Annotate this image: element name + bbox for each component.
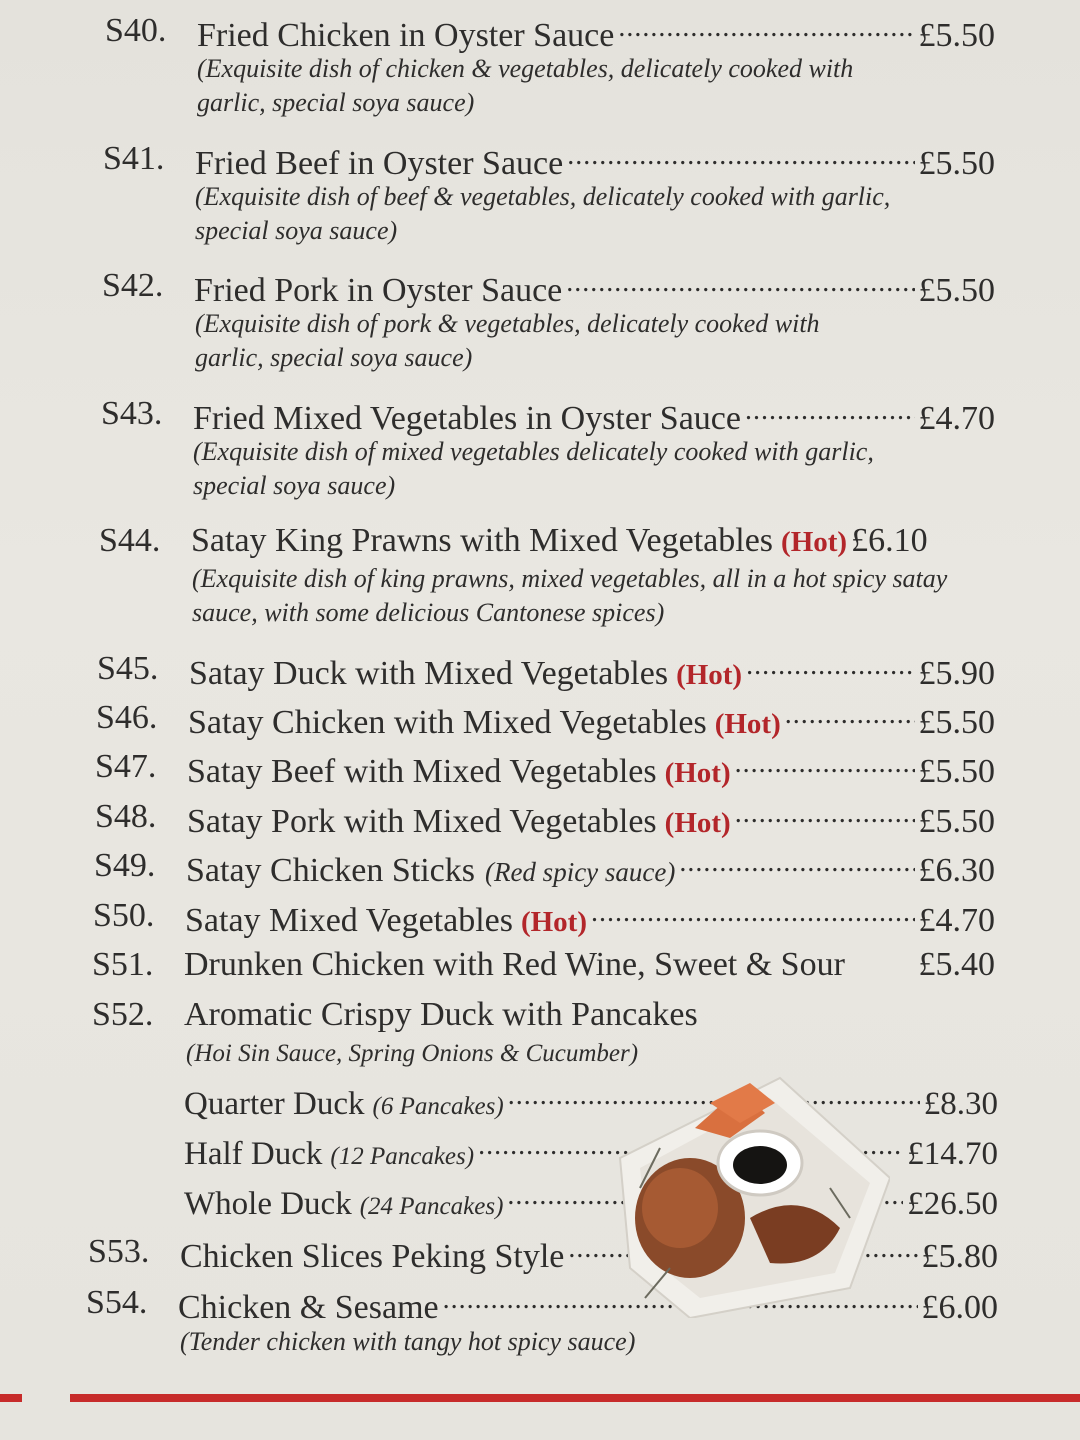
item-price: £5.50 [918, 272, 995, 309]
item-note: (Red spicy sauce) [484, 857, 676, 887]
leader-dots [566, 267, 914, 301]
item-description: (Hoi Sin Sauce, Spring Onions & Cucumber) [186, 1040, 639, 1067]
item-price: £5.80 [921, 1238, 998, 1275]
item-name: Aromatic Crispy Duck with Pancakes [184, 996, 698, 1033]
option-label: Half Duck [184, 1136, 323, 1172]
item-description: (Exquisite dish of mixed vegetables delicately cooked with garlic, special soya sauce) [193, 437, 874, 500]
hot-label: (Hot) [714, 708, 781, 740]
item-code: S44. [99, 522, 161, 559]
divider-rule-left [0, 1394, 22, 1402]
item-code: S41. [103, 140, 165, 177]
hot-label: (Hot) [664, 757, 731, 789]
item-name: Chicken & Sesame [178, 1289, 439, 1326]
item-name: Chicken Slices Peking Style [180, 1238, 565, 1275]
item-price: £5.50 [918, 803, 995, 840]
item-name: Fried Pork in Oyster Sauce [194, 272, 563, 309]
divider-rule [70, 1394, 1080, 1402]
leader-dots [735, 748, 915, 782]
item-name: Satay King Prawns with Mixed Vegetables [191, 522, 774, 559]
item-name: Fried Chicken in Oyster Sauce [197, 17, 615, 54]
item-price: £5.50 [918, 145, 995, 182]
hot-label: (Hot) [520, 906, 587, 938]
item-description: (Exquisite dish of pork & vegetables, delicately cooked with garlic, special soya sauce) [195, 309, 820, 372]
item-code: S46. [96, 699, 158, 736]
item-name: Drunken Chicken with Red Wine, Sweet & Sour [184, 946, 845, 983]
item-price: £4.70 [918, 400, 995, 437]
item-code: S43. [101, 395, 163, 432]
item-price: £5.40 [918, 946, 995, 983]
item-description: (Exquisite dish of king prawns, mixed vegetables, all in a hot spicy satay sauce, with some delicious Cantonese spices) [192, 564, 948, 627]
item-name: Satay Beef with Mixed Vegetables [187, 753, 657, 790]
menu-item-s46 [96, 699, 995, 747]
item-description: (Exquisite dish of beef & vegetables, delicately cooked with garlic, special soya sauce) [195, 182, 891, 245]
menu-item-s48 [95, 798, 995, 846]
item-price: £6.00 [921, 1289, 998, 1326]
item-code: S51. [92, 946, 154, 983]
item-code: S54. [86, 1284, 148, 1321]
leader-dots [785, 699, 915, 733]
item-description: (Exquisite dish of chicken & vegetables, delicately cooked with garlic, special soya sauce) [197, 54, 854, 117]
item-code: S50. [93, 897, 155, 934]
item-price: £5.50 [918, 753, 995, 790]
item-code: S42. [102, 267, 164, 304]
option-note: (12 Pancakes) [330, 1143, 475, 1170]
option-label: Whole Duck [184, 1186, 352, 1222]
item-name: Fried Mixed Vegetables in Oyster Sauce [193, 400, 741, 437]
item-code: S47. [95, 748, 157, 785]
leader-dots [679, 847, 914, 881]
option-label: Quarter Duck [184, 1086, 365, 1122]
item-code: S52. [92, 996, 154, 1033]
option-price: £8.30 [923, 1086, 998, 1122]
leader-dots [567, 140, 914, 174]
item-price: £4.70 [918, 902, 995, 939]
item-code: S53. [88, 1233, 150, 1270]
item-price: £5.50 [918, 17, 995, 54]
leader-dots [735, 798, 915, 832]
option-note: (24 Pancakes) [359, 1193, 504, 1220]
hot-label: (Hot) [676, 659, 743, 691]
item-name: Satay Duck with Mixed Vegetables [189, 655, 669, 692]
option-price: £14.70 [907, 1136, 998, 1172]
leader-dots [618, 12, 914, 46]
leader-dots [591, 897, 915, 931]
item-name: Fried Beef in Oyster Sauce [195, 145, 564, 182]
item-name: Satay Pork with Mixed Vegetables [187, 803, 657, 840]
menu-item-s49 [94, 847, 995, 895]
leader-dots [745, 395, 915, 429]
hot-label: (Hot) [664, 807, 731, 839]
item-name: Satay Mixed Vegetables [185, 902, 513, 939]
crispy-duck-photo [600, 1068, 890, 1318]
leader-dots [746, 650, 914, 684]
menu-item-s45 [97, 650, 995, 698]
item-code: S49. [94, 847, 156, 884]
menu-item-s50 [93, 897, 995, 945]
option-note: (6 Pancakes) [372, 1093, 504, 1120]
menu-item-s47 [95, 748, 995, 796]
item-code: S45. [97, 650, 159, 687]
hot-label: (Hot) [781, 526, 848, 558]
option-price: £26.50 [907, 1186, 998, 1222]
item-name: Satay Chicken Sticks [186, 852, 475, 889]
menu-item-s51 [92, 946, 995, 994]
item-price: £5.50 [918, 704, 995, 741]
item-price: £5.90 [918, 655, 995, 692]
item-price: £6.10 [851, 522, 928, 559]
item-code: S40. [105, 12, 167, 49]
item-price: £6.30 [918, 852, 995, 889]
item-name: Satay Chicken with Mixed Vegetables [188, 704, 707, 741]
item-description: (Tender chicken with tangy hot spicy sauce) [180, 1327, 636, 1356]
item-code: S48. [95, 798, 157, 835]
